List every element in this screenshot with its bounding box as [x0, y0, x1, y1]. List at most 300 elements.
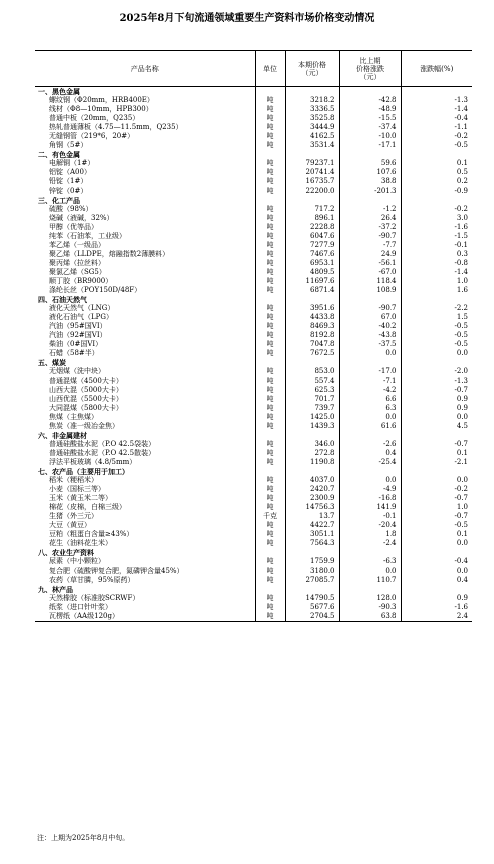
- cell-change: 0.4: [339, 449, 401, 458]
- cell-name: 大同混煤（5800大卡）: [35, 404, 255, 413]
- cell-price: 739.7: [285, 404, 339, 413]
- cell-change: [339, 431, 401, 440]
- cell-price: 79237.1: [285, 159, 339, 168]
- cell-pct: [401, 196, 472, 205]
- table-row: [35, 304, 472, 313]
- cell-change: -4.9: [339, 485, 401, 494]
- cell-change: -201.3: [339, 187, 401, 196]
- cell-price: [285, 431, 339, 440]
- cell-name: 普通中板（20mm，Q235）: [35, 114, 255, 123]
- cell-unit: 吨: [255, 259, 285, 268]
- cell-price: 2300.9: [285, 494, 339, 503]
- cell-unit: 吨: [255, 449, 285, 458]
- cell-name: 稻米（粳稻米）: [35, 476, 255, 485]
- cell-change: -56.1: [339, 259, 401, 268]
- cell-pct: -1.5: [454, 231, 468, 240]
- cell-pct: [401, 150, 472, 159]
- cell-name: 汽油（95#国VI）: [35, 322, 255, 331]
- cell-change: -10.0: [339, 132, 401, 141]
- header-change: 比上期 价格涨跌 （元）: [339, 51, 401, 87]
- header-pct: 涨跌幅(%): [401, 51, 472, 87]
- cell-name: 山西优混（5500大卡）: [35, 395, 255, 404]
- cell-price: [285, 150, 339, 159]
- cell-unit: 吨: [255, 159, 285, 168]
- cell-pct: -1.4: [454, 267, 468, 276]
- cell-change: -40.2: [339, 322, 401, 331]
- table-row: [35, 521, 472, 530]
- table-row: [35, 539, 472, 548]
- category-row: [35, 585, 472, 594]
- cell-change: -90.7: [339, 232, 401, 241]
- cell-change: 24.9: [339, 250, 401, 259]
- cell-price: 16735.7: [285, 177, 339, 186]
- cell-change: 110.7: [339, 576, 401, 585]
- cell-change: 59.6: [339, 159, 401, 168]
- cell-name: 液化石油气（LPG）: [35, 313, 255, 322]
- category-row: [35, 467, 472, 476]
- cell-name: 瓦楞纸（AA级120g）: [35, 612, 255, 622]
- cell-change: -37.5: [339, 340, 401, 349]
- cell-name: 玉米（黄玉米二等）: [35, 494, 255, 503]
- cell-change: 107.6: [339, 168, 401, 177]
- cell-change: [339, 585, 401, 594]
- cell-price: 896.1: [285, 214, 339, 223]
- table-row: [35, 422, 472, 431]
- cell-name: 聚氯乙烯（SG5）: [35, 268, 255, 277]
- cell-price: 272.8: [285, 449, 339, 458]
- cell-price: 3180.0: [285, 566, 339, 575]
- cell-change: -2.4: [339, 539, 401, 548]
- cell-change: 67.0: [339, 313, 401, 322]
- cell-change: 6.6: [339, 395, 401, 404]
- cell-pct: -1.6: [454, 222, 468, 231]
- table-row: [35, 367, 472, 376]
- cell-change: 38.8: [339, 177, 401, 186]
- cell-unit: [255, 467, 285, 476]
- cell-pct: -0.9: [454, 186, 468, 195]
- cell-name: 普通混煤（4500大卡）: [35, 377, 255, 386]
- cell-price: 11697.6: [285, 277, 339, 286]
- cell-name: 石蜡（58#半）: [35, 349, 255, 358]
- cell-unit: 吨: [255, 503, 285, 512]
- cell-pct: -2.1: [454, 457, 468, 466]
- cell-pct: 0.5: [456, 168, 468, 177]
- cell-price: 6953.1: [285, 259, 339, 268]
- table-row: [35, 603, 472, 612]
- cell-change: -67.0: [339, 268, 401, 277]
- cell-price: 4809.5: [285, 268, 339, 277]
- cell-change: 61.6: [339, 422, 401, 431]
- cell-unit: 千克: [255, 512, 285, 521]
- cell-unit: 吨: [255, 250, 285, 259]
- cell-unit: 吨: [255, 539, 285, 548]
- price-table: [35, 50, 472, 622]
- cell-name: 九、林产品: [35, 585, 255, 594]
- cell-price: 1190.8: [285, 458, 339, 467]
- table-row: [35, 576, 472, 585]
- cell-unit: 吨: [255, 232, 285, 241]
- table-row: [35, 322, 472, 331]
- cell-unit: [255, 87, 285, 97]
- cell-pct: -1.1: [454, 123, 468, 132]
- cell-price: [285, 87, 339, 97]
- cell-price: 22200.0: [285, 187, 339, 196]
- cell-pct: 1.5: [456, 313, 468, 322]
- cell-price: [285, 467, 339, 476]
- cell-price: 3336.5: [285, 105, 339, 114]
- cell-pct: -1.4: [454, 105, 468, 114]
- table-row: [35, 512, 472, 521]
- cell-change: [339, 87, 401, 97]
- cell-pct: 0.1: [456, 159, 468, 168]
- cell-name: 六、非金属建材: [35, 431, 255, 440]
- cell-name: 硫酸（98%）: [35, 205, 255, 214]
- footnote: 注：上期为2025年8月中旬。: [37, 834, 130, 842]
- cell-name: 汽油（92#国VI）: [35, 331, 255, 340]
- cell-pct: -2.2: [454, 304, 468, 313]
- cell-name: 螺纹钢（Φ20mm，HRB400E）: [35, 96, 255, 105]
- cell-price: 3051.1: [285, 530, 339, 539]
- table-row: [35, 259, 472, 268]
- cell-unit: 吨: [255, 96, 285, 105]
- cell-unit: 吨: [255, 322, 285, 331]
- table-row: [35, 232, 472, 241]
- cell-change: -0.1: [339, 512, 401, 521]
- cell-pct: -0.5: [454, 340, 468, 349]
- cell-unit: 吨: [255, 576, 285, 585]
- table-row: [35, 286, 472, 295]
- cell-name: 复合肥（硫酸钾复合肥，氮磷钾含量45%）: [35, 566, 255, 575]
- cell-pct: -0.1: [454, 240, 468, 249]
- table-row: [35, 386, 472, 395]
- cell-unit: 吨: [255, 521, 285, 530]
- category-row: [35, 87, 472, 97]
- cell-change: -7.1: [339, 377, 401, 386]
- cell-pct: -0.7: [454, 385, 468, 394]
- cell-pct: 0.0: [456, 412, 468, 421]
- table-row: [35, 349, 472, 358]
- table-header-row: [35, 51, 472, 87]
- cell-price: 346.0: [285, 440, 339, 449]
- cell-pct: 0.0: [456, 476, 468, 485]
- cell-price: 701.7: [285, 395, 339, 404]
- cell-name: 普通硅酸盐水泥（P.O 42.5袋装）: [35, 440, 255, 449]
- cell-price: [285, 358, 339, 367]
- cell-price: 7672.5: [285, 349, 339, 358]
- table-row: [35, 413, 472, 422]
- table-row: [35, 105, 472, 114]
- table-row: [35, 594, 472, 603]
- cell-unit: 吨: [255, 349, 285, 358]
- cell-price: [285, 196, 339, 205]
- cell-change: -90.3: [339, 603, 401, 612]
- cell-pct: 0.0: [456, 349, 468, 358]
- table-row: [35, 114, 472, 123]
- cell-unit: 吨: [255, 141, 285, 150]
- cell-change: 0.0: [339, 349, 401, 358]
- cell-change: 108.9: [339, 286, 401, 295]
- cell-pct: -0.4: [454, 557, 468, 566]
- cell-name: 热轧普通薄板（4.75—11.5mm，Q235）: [35, 123, 255, 132]
- table-row: [35, 449, 472, 458]
- cell-pct: 0.1: [456, 448, 468, 457]
- cell-change: -42.8: [339, 96, 401, 105]
- cell-name: 小麦（国标三等）: [35, 485, 255, 494]
- cell-change: -25.4: [339, 458, 401, 467]
- cell-pct: 0.2: [456, 177, 468, 186]
- cell-price: 3951.6: [285, 304, 339, 313]
- table-row: [35, 277, 472, 286]
- cell-unit: [255, 548, 285, 557]
- cell-name: 大豆（黄豆）: [35, 521, 255, 530]
- cell-unit: 吨: [255, 566, 285, 575]
- table-row: [35, 96, 472, 105]
- cell-pct: 0.9: [456, 394, 468, 403]
- cell-unit: 吨: [255, 557, 285, 566]
- cell-unit: 吨: [255, 377, 285, 386]
- category-row: [35, 150, 472, 159]
- table-row: [35, 404, 472, 413]
- table-row: [35, 494, 472, 503]
- table-row: [35, 313, 472, 322]
- cell-price: 1439.3: [285, 422, 339, 431]
- cell-name: 二、有色金属: [35, 150, 255, 159]
- cell-unit: 吨: [255, 123, 285, 132]
- cell-pct: 0.4: [456, 575, 468, 584]
- cell-change: 63.8: [339, 612, 401, 622]
- cell-change: [339, 295, 401, 304]
- cell-pct: 4.5: [456, 421, 468, 430]
- cell-price: 7564.3: [285, 539, 339, 548]
- cell-price: 3525.8: [285, 114, 339, 123]
- cell-price: 20741.4: [285, 168, 339, 177]
- cell-pct: 0.1: [456, 530, 468, 539]
- cell-pct: [401, 548, 472, 557]
- cell-unit: 吨: [255, 277, 285, 286]
- cell-change: -17.0: [339, 367, 401, 376]
- cell-unit: [255, 150, 285, 159]
- cell-price: 1759.9: [285, 557, 339, 566]
- cell-name: 尿素（中小颗粒）: [35, 557, 255, 566]
- cell-price: 3218.2: [285, 96, 339, 105]
- cell-pct: -0.2: [454, 204, 468, 213]
- category-row: [35, 431, 472, 440]
- cell-price: 6871.4: [285, 286, 339, 295]
- cell-pct: [401, 467, 472, 476]
- cell-change: -2.6: [339, 440, 401, 449]
- cell-unit: [255, 585, 285, 594]
- cell-name: 顺丁胶（BR9000）: [35, 277, 255, 286]
- cell-change: -1.2: [339, 205, 401, 214]
- cell-name: 焦炭（准一级冶金焦）: [35, 422, 255, 431]
- cell-change: -37.4: [339, 123, 401, 132]
- cell-change: [339, 467, 401, 476]
- cell-unit: 吨: [255, 458, 285, 467]
- cell-pct: -0.7: [454, 439, 468, 448]
- table-row: [35, 223, 472, 232]
- cell-change: [339, 150, 401, 159]
- cell-change: -43.8: [339, 331, 401, 340]
- table-row: [35, 205, 472, 214]
- cell-name: 聚丙烯（拉丝料）: [35, 259, 255, 268]
- cell-unit: [255, 431, 285, 440]
- cell-name: 铅锭（1#）: [35, 177, 255, 186]
- cell-name: 一、黑色金属: [35, 87, 255, 97]
- cell-name: 苯乙烯（一级品）: [35, 241, 255, 250]
- cell-unit: 吨: [255, 485, 285, 494]
- cell-name: 涤纶长丝（POY150D/48F）: [35, 286, 255, 295]
- cell-change: -37.2: [339, 223, 401, 232]
- table-row: [35, 268, 472, 277]
- table-row: [35, 168, 472, 177]
- cell-price: [285, 295, 339, 304]
- table-row: [35, 377, 472, 386]
- cell-name: 纸浆（进口针叶浆）: [35, 603, 255, 612]
- cell-unit: 吨: [255, 268, 285, 277]
- table-row: [35, 612, 472, 622]
- cell-name: 烧碱（液碱，32%）: [35, 214, 255, 223]
- cell-unit: 吨: [255, 612, 285, 622]
- cell-price: 7277.9: [285, 241, 339, 250]
- cell-pct: 1.6: [456, 286, 468, 295]
- cell-unit: 吨: [255, 177, 285, 186]
- cell-unit: 吨: [255, 286, 285, 295]
- cell-price: 4037.0: [285, 476, 339, 485]
- cell-change: [339, 196, 401, 205]
- cell-pct: -2.0: [454, 367, 468, 376]
- cell-name: 浮法平板玻璃（4.8/5mm）: [35, 458, 255, 467]
- category-row: [35, 358, 472, 367]
- cell-pct: -0.5: [454, 322, 468, 331]
- cell-unit: 吨: [255, 413, 285, 422]
- cell-unit: 吨: [255, 594, 285, 603]
- cell-pct: [401, 431, 472, 440]
- cell-change: -6.3: [339, 557, 401, 566]
- cell-name: 电解铜（1#）: [35, 159, 255, 168]
- cell-pct: -0.4: [454, 114, 468, 123]
- cell-pct: 0.3: [456, 249, 468, 258]
- cell-name: 三、化工产品: [35, 196, 255, 205]
- table-row: [35, 458, 472, 467]
- cell-pct: -1.6: [454, 602, 468, 611]
- cell-price: 7467.6: [285, 250, 339, 259]
- cell-price: 14790.5: [285, 594, 339, 603]
- table-row: [35, 440, 472, 449]
- cell-unit: 吨: [255, 187, 285, 196]
- cell-unit: 吨: [255, 223, 285, 232]
- cell-change: [339, 358, 401, 367]
- cell-change: 6.3: [339, 404, 401, 413]
- cell-unit: [255, 196, 285, 205]
- header-name: 产品名称: [35, 51, 255, 87]
- cell-pct: -0.2: [454, 485, 468, 494]
- table-row: [35, 141, 472, 150]
- cell-change: 1.8: [339, 530, 401, 539]
- cell-price: 625.3: [285, 386, 339, 395]
- table-row: [35, 132, 472, 141]
- cell-pct: [401, 87, 472, 97]
- cell-name: 焦煤（主焦煤）: [35, 413, 255, 422]
- cell-name: 线材（Φ8—10mm，HPB300）: [35, 105, 255, 114]
- cell-unit: 吨: [255, 214, 285, 223]
- cell-pct: -1.3: [454, 376, 468, 385]
- cell-price: 14756.3: [285, 503, 339, 512]
- table-row: [35, 340, 472, 349]
- cell-pct: 0.0: [456, 539, 468, 548]
- cell-price: 13.7: [285, 512, 339, 521]
- cell-unit: 吨: [255, 241, 285, 250]
- cell-change: 128.0: [339, 594, 401, 603]
- cell-name: 八、农业生产资料: [35, 548, 255, 557]
- cell-name: 四、石油天然气: [35, 295, 255, 304]
- cell-unit: 吨: [255, 205, 285, 214]
- cell-pct: 0.0: [456, 566, 468, 575]
- category-row: [35, 196, 472, 205]
- cell-name: 山西大混（5000大卡）: [35, 386, 255, 395]
- cell-unit: 吨: [255, 476, 285, 485]
- cell-price: 5677.6: [285, 603, 339, 612]
- cell-change: [339, 548, 401, 557]
- cell-pct: 3.0: [456, 213, 468, 222]
- cell-pct: -0.5: [454, 141, 468, 150]
- category-row: [35, 548, 472, 557]
- table-row: [35, 485, 472, 494]
- cell-name: 甲醇（优等品）: [35, 223, 255, 232]
- cell-name: 聚乙烯（LLDPE，熔融指数2薄膜料）: [35, 250, 255, 259]
- cell-change: 118.4: [339, 277, 401, 286]
- cell-change: 26.4: [339, 214, 401, 223]
- cell-unit: 吨: [255, 422, 285, 431]
- cell-change: 0.0: [339, 413, 401, 422]
- cell-change: -20.4: [339, 521, 401, 530]
- cell-unit: 吨: [255, 114, 285, 123]
- cell-price: 2704.5: [285, 612, 339, 622]
- cell-price: 717.2: [285, 205, 339, 214]
- category-row: [35, 295, 472, 304]
- table-row: [35, 530, 472, 539]
- table-row: [35, 566, 472, 575]
- cell-pct: -0.2: [454, 132, 468, 141]
- cell-change: -90.7: [339, 304, 401, 313]
- cell-pct: -0.8: [454, 258, 468, 267]
- cell-unit: 吨: [255, 530, 285, 539]
- cell-name: 豆粕（粗蛋白含量≥43%）: [35, 530, 255, 539]
- cell-unit: 吨: [255, 105, 285, 114]
- cell-name: 无缝钢管（219*6，20#）: [35, 132, 255, 141]
- cell-pct: [401, 295, 472, 304]
- cell-name: 五、煤炭: [35, 358, 255, 367]
- cell-unit: 吨: [255, 331, 285, 340]
- cell-pct: -0.7: [454, 512, 468, 521]
- cell-change: 0.0: [339, 476, 401, 485]
- cell-unit: 吨: [255, 313, 285, 322]
- cell-unit: [255, 358, 285, 367]
- cell-change: 141.9: [339, 503, 401, 512]
- cell-pct: 0.9: [456, 593, 468, 602]
- cell-pct: 1.0: [456, 277, 468, 285]
- cell-change: -16.8: [339, 494, 401, 503]
- cell-pct: 0.9: [456, 403, 468, 412]
- table-body: [35, 87, 472, 622]
- cell-change: -15.5: [339, 114, 401, 123]
- cell-name: 农药（草甘膦，95%原药）: [35, 576, 255, 585]
- cell-price: 557.4: [285, 377, 339, 386]
- cell-unit: 吨: [255, 494, 285, 503]
- cell-unit: 吨: [255, 304, 285, 313]
- cell-price: 4422.7: [285, 521, 339, 530]
- cell-pct: -0.5: [454, 331, 468, 340]
- cell-name: 七、农产品（主要用于加工）: [35, 467, 255, 476]
